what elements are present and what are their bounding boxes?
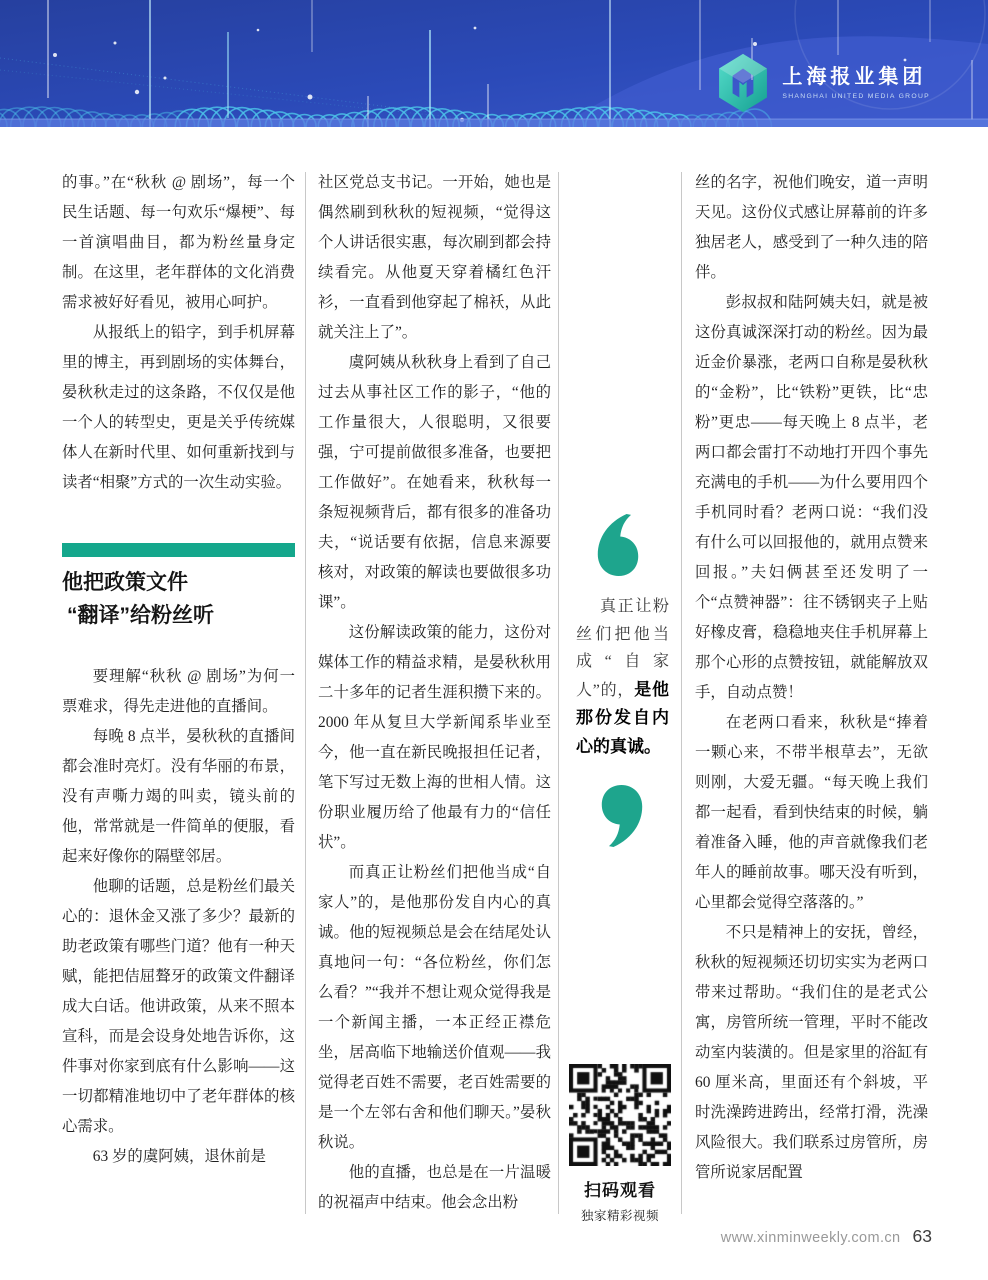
body-paragraph: 虞阿姨从秋秋身上看到了自己过去从事社区工作的影子，“他的工作量很大，人很聪明，又很要强，宁可提前做很多准备，也要把工作做好”。在她看来，秋秋每一条短视频背后，都有很多的准备功夫，“说话要有依据，信息来源要核对，对政策的解读也要做很多功课”。 — [318, 354, 551, 611]
body-paragraph: 要理解“秋秋 @ 剧场”为何一票难求，得先走进他的直播间。 — [62, 668, 295, 715]
page-number: 63 — [912, 1226, 932, 1246]
website-url: www.xinminweekly.com.cn — [720, 1230, 901, 1246]
qr-code — [569, 1064, 671, 1166]
qr-caption-main: 扫码观看 — [584, 1181, 656, 1200]
body-paragraph: 在老两口看来，秋秋是“捧着一颗心来，不带半根草去”，无欲则刚，大爱无疆。“每天晚上我们都一起看，看到快结束的时候，躺着准备入睡，他的声音就像我们老年人的睡前故事。哪天没有听到，心里都会觉得空落落的。” — [695, 714, 928, 911]
open-quote-icon — [596, 514, 640, 576]
body-paragraph: 他聊的话题，总是粉丝们最关心的：退休金又涨了多少？最新的助老政策有哪些门道？他有一种天赋，能把佶屈聱牙的政策文件翻译成大白话。他讲政策，从来不照本宣科，而是会设身处地告诉你，这件事对你家到底有什么影响——这一切都精准地切中了老年群体的核心需求。 — [62, 878, 295, 1135]
pull-quote-normal: 真正让粉丝们把他当成“自家人”的， — [576, 598, 669, 699]
publisher-name-block — [782, 66, 930, 100]
publisher-name-en: SHANGHAI UNITED MEDIA GROUP — [782, 93, 930, 100]
body-paragraph: 这份解读政策的能力，这份对媒体工作的精益求精，是晏秋秋用二十多年的记者生涯积攒下来的。2000 年从复旦大学新闻系毕业至今，他一直在新民晚报担任记者，笔下写过无数上海的世相人情。这份职业履历给了他最有力的“信任状”。 — [318, 624, 551, 851]
publisher-brand — [717, 52, 930, 114]
section-heading — [62, 543, 295, 632]
body-paragraph: 每晚 8 点半，晏秋秋的直播间都会准时亮灯。没有华丽的布景，没有声嘶力竭的叫卖，镜头前的他，常常就是一件简单的便服，看起来好像你的隔壁邻居。 — [62, 728, 295, 865]
body-paragraph: 彭叔叔和陆阿姨夫妇，就是被这份真诚深深打动的粉丝。因为最近金价暴涨，老两口自称是晏秋秋的“金粉”，比“铁粉”更铁，比“忠粉”更忠——每天晚上 8 点半，老两口都会雷打不动地打开四个事先充满电的手机——为什么要用四个手机同时看？老两口说：“我们没有什么可以回报他的，就用点赞来回报。”夫妇俩甚至还发明了一个“点赞神器”：往不锈钢夹子上贴好橡皮膏，稳稳地夹住手机屏幕上那个心形的点赞按钮，就能解放双手，自动点赞！ — [695, 294, 928, 701]
header-banner — [0, 0, 988, 127]
body-paragraph: 从报纸上的铅字，到手机屏幕里的博主，再到剧场的实体舞台，晏秋秋走过的这条路，不仅仅是他一个人的转型史，更是关乎传统媒体人在新时代里、如何重新找到与读者“相聚”方式的一次生动实验。 — [62, 324, 295, 491]
column-divider — [558, 172, 559, 1214]
body-paragraph: 丝的名字，祝他们晚安，道一声明天见。这份仪式感让屏幕前的许多独居老人，感受到了一种久违的陪伴。 — [695, 174, 928, 281]
body-paragraph: 的事。”在“秋秋 @ 剧场”，每一个民生话题、每一句欢乐“爆梗”、每一首演唱曲目，都为粉丝量身定制。在这里，老年群体的文化消费需求被好好看见，被用心呵护。 — [62, 174, 295, 311]
body-paragraph: 不只是精神上的安抚，曾经，秋秋的短视频还切切实实为老两口带来过帮助。“我们住的是老式公寓，房管所统一管理，平时不能改动室内装潢的。但是家里的浴缸有 60 厘米高，里面还有个斜坡，平时洗澡跨进跨出，经常打滑，洗澡风险很大。我们联系过房管所，房管所说家居配置 — [695, 924, 928, 1181]
section-heading-line1: 他把政策文件 — [62, 571, 188, 594]
section-heading-line2: “翻译”给粉丝听 — [67, 604, 214, 627]
column-divider — [681, 172, 682, 1214]
shanghai-united-media-group-logo-icon — [717, 52, 769, 114]
publisher-name-cn: 上海报业集团 — [782, 66, 927, 88]
column-divider — [305, 172, 306, 1214]
section-heading-bar — [62, 543, 295, 557]
article-column-2 — [318, 168, 551, 1218]
qr-caption-sub: 独家精彩视频 — [580, 1209, 659, 1223]
page-footer — [721, 1226, 932, 1247]
body-paragraph: 63 岁的虞阿姨，退休前是 — [92, 1148, 266, 1165]
body-paragraph: 社区党总支书记。一开始，她也是偶然刷到秋秋的短视频，“觉得这个人讲话很实惠，每次刷到都会持续看完。从他夏天穿着橘红色汗衫，一直看到他穿起了棉袄，从此就关注上了”。 — [318, 174, 551, 341]
pull-quote-bold: 是他那份发自内心的真诚。 — [576, 679, 669, 756]
article-column-3 — [695, 168, 928, 1188]
body-paragraph: 而真正让粉丝们把他当成“自家人”的，是他那份发自内心的真诚。他的短视频总是会在结尾处认真地问一句：“各位粉丝，你们怎么看？”“我并不想让观众觉得我是一个新闻主播，一本正经正襟危坐，居高临下地输送价值观——我觉得老百姓不需要，老百姓需要的是一个左邻右舍和他们聊天。”晏秋秋说。 — [318, 864, 551, 1151]
pull-quote-text — [576, 593, 669, 761]
qr-section — [567, 1064, 673, 1224]
close-quote-icon — [600, 785, 644, 847]
body-paragraph: 他的直播，也总是在一片温暖的祝福声中结束。他会念出粉 — [318, 1164, 551, 1211]
pullquote-column — [566, 168, 678, 1223]
article-column-1 — [62, 168, 295, 1172]
